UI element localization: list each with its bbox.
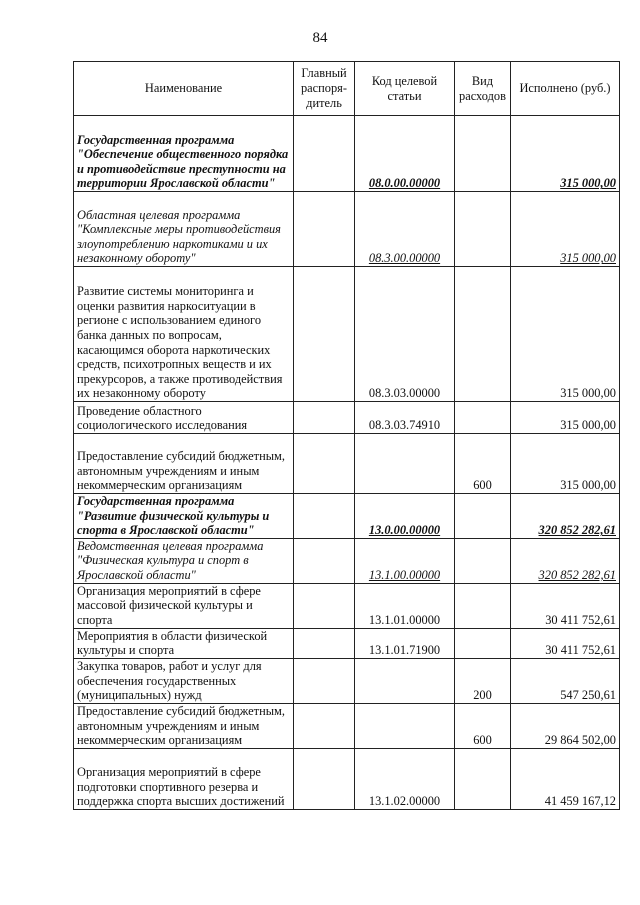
row-name-cell: Закупка товаров, работ и услуг для обеспечения государственных (муниципальных) нужд	[74, 658, 294, 703]
row-manager-cell	[294, 748, 355, 809]
row-manager-cell	[294, 658, 355, 703]
table-row	[74, 583, 620, 628]
row-manager-cell	[294, 538, 355, 583]
row-manager-cell	[294, 267, 355, 402]
row-code-cell: 08.3.03.00000	[355, 267, 455, 402]
row-amount-cell: 315 000,00	[511, 267, 620, 402]
row-type-cell	[455, 402, 511, 434]
row-amount-cell: 315 000,00	[511, 402, 620, 434]
header-name: Наименование	[74, 62, 294, 116]
row-name-cell: Предоставление субсидий бюджетным, автономным учреждениям и иным некоммерческим организациям	[74, 434, 294, 494]
row-type-cell: 200	[455, 658, 511, 703]
row-amount-cell: 41 459 167,12	[511, 748, 620, 809]
row-type-cell	[455, 192, 511, 267]
row-manager-cell	[294, 402, 355, 434]
header-type: Вид расходов	[455, 62, 511, 116]
row-amount-cell: 30 411 752,61	[511, 628, 620, 658]
row-name-cell: Мероприятия в области физической культуры и спорта	[74, 628, 294, 658]
row-type-cell	[455, 538, 511, 583]
table-row	[74, 267, 620, 402]
table-row	[74, 434, 620, 494]
row-manager-cell	[294, 434, 355, 494]
table-row	[74, 628, 620, 658]
row-name-cell: Организация мероприятий в сфере массовой физической культуры и спорта	[74, 583, 294, 628]
row-amount-cell: 315 000,00	[511, 192, 620, 267]
header-executed: Исполнено (руб.)	[511, 62, 620, 116]
row-code-cell: 08.0.00.00000	[355, 116, 455, 192]
page-number: 84	[312, 30, 328, 46]
row-manager-cell	[294, 628, 355, 658]
row-type-cell	[455, 116, 511, 192]
header-manager: Главный распоря-дитель	[294, 62, 355, 116]
table-row	[74, 703, 620, 748]
table-header-row	[74, 62, 620, 116]
row-manager-cell	[294, 192, 355, 267]
table-row	[74, 192, 620, 267]
row-code-cell	[355, 658, 455, 703]
header-code: Код целевой статьи	[355, 62, 455, 116]
row-amount-cell: 320 852 282,61	[511, 538, 620, 583]
row-amount-cell: 315 000,00	[511, 434, 620, 494]
row-name-cell: Государственная программа "Развитие физической культуры и спорта в Ярославской области"	[74, 494, 294, 539]
row-type-cell	[455, 628, 511, 658]
row-type-cell	[455, 748, 511, 809]
row-name-cell: Проведение областного социологического исследования	[74, 402, 294, 434]
row-type-cell: 600	[455, 703, 511, 748]
row-amount-cell: 29 864 502,00	[511, 703, 620, 748]
row-name-cell: Организация мероприятий в сфере подготовки спортивного резерва и поддержка спорта высших достижений	[74, 748, 294, 809]
row-type-cell	[455, 267, 511, 402]
row-code-cell: 13.1.01.71900	[355, 628, 455, 658]
row-type-cell	[455, 494, 511, 539]
row-manager-cell	[294, 494, 355, 539]
row-code-cell: 13.1.01.00000	[355, 583, 455, 628]
row-amount-cell: 320 852 282,61	[511, 494, 620, 539]
row-code-cell: 08.3.03.74910	[355, 402, 455, 434]
row-code-cell: 13.0.00.00000	[355, 494, 455, 539]
row-amount-cell: 315 000,00	[511, 116, 620, 192]
table-row	[74, 116, 620, 192]
row-name-cell: Развитие системы мониторинга и оценки развития наркоситуации в регионе с использованием единого банка данных по вопросам, касающимся оборота наркотических средств, психотропных веществ и их прекурсоров, а также противодействия их незаконному обороту	[74, 267, 294, 402]
table-row	[74, 658, 620, 703]
table-row	[74, 748, 620, 809]
row-amount-cell: 547 250,61	[511, 658, 620, 703]
row-name-cell: Предоставление субсидий бюджетным, автономным учреждениям и иным некоммерческим организациям	[74, 703, 294, 748]
budget-table	[73, 61, 620, 810]
row-code-cell: 13.1.02.00000	[355, 748, 455, 809]
row-code-cell	[355, 434, 455, 494]
row-type-cell	[455, 583, 511, 628]
row-manager-cell	[294, 583, 355, 628]
row-name-cell: Областная целевая программа "Комплексные меры противодействия злоупотреблению наркотиками и их незаконному обороту"	[74, 192, 294, 267]
row-manager-cell	[294, 703, 355, 748]
row-name-cell: Государственная программа "Обеспечение общественного порядка и противодействие преступности на территории Ярославской области"	[74, 116, 294, 192]
row-code-cell	[355, 703, 455, 748]
table-row	[74, 538, 620, 583]
row-code-cell: 13.1.00.00000	[355, 538, 455, 583]
row-name-cell: Ведомственная целевая программа "Физическая культура и спорт в Ярославской области"	[74, 538, 294, 583]
row-manager-cell	[294, 116, 355, 192]
table-row	[74, 402, 620, 434]
row-type-cell: 600	[455, 434, 511, 494]
row-code-cell: 08.3.00.00000	[355, 192, 455, 267]
table-row	[74, 494, 620, 539]
row-amount-cell: 30 411 752,61	[511, 583, 620, 628]
